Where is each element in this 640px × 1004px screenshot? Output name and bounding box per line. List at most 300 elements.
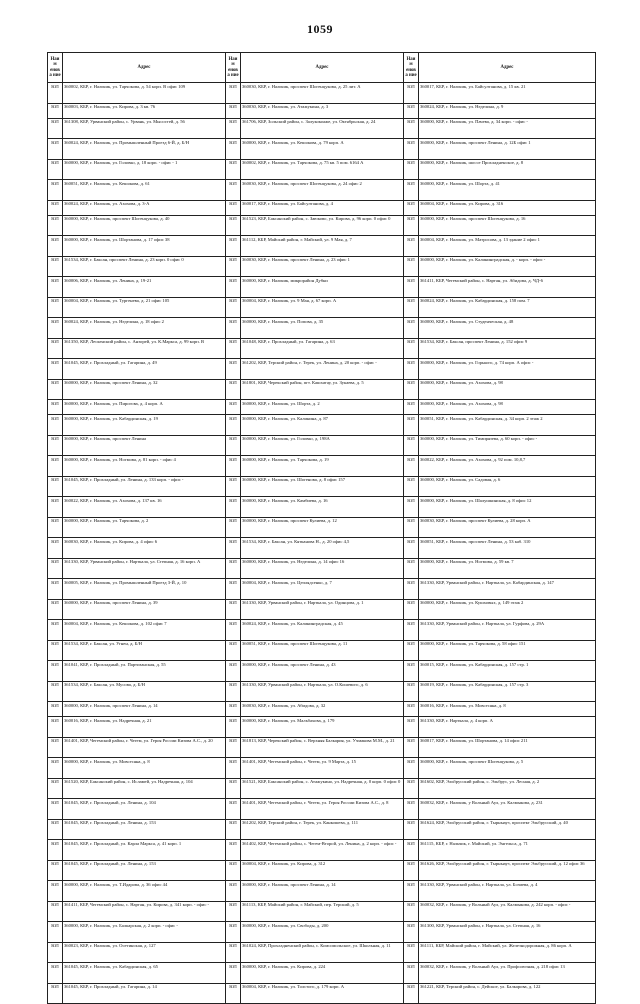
address-cell: 360000, КБР, г. Нальчик, проспект Шогенцукова, д. 5 xyxy=(419,758,596,779)
address-cell: 360003, КБР, г. Нальчик, ул. Кирова, д. 3 кв. 76 xyxy=(63,103,226,118)
entity-type-cell: ЮЛ xyxy=(404,558,419,579)
address-cell: 360000, КБР, г. Нальчик, ул. Камбиева, д. 16 xyxy=(241,497,404,518)
address-cell: 360032, КБР, г. Нальчик, у Вольный Аул, ул. Калмыкова, д. 231 xyxy=(419,799,596,820)
entity-type-cell: ЮЛ xyxy=(226,620,241,641)
entity-type-cell: ЮЛ xyxy=(226,558,241,579)
entity-type-cell: ЮЛ xyxy=(404,702,419,717)
entity-type-cell: ЮЛ xyxy=(226,400,241,415)
entity-type-cell: ЮЛ xyxy=(48,359,63,380)
address-cell: 361330, КБР, г. Нарткала, д. 4 корп. А xyxy=(419,717,596,738)
entity-type-cell: ЮЛ xyxy=(226,236,241,257)
entity-type-cell: ЮЛ xyxy=(226,159,241,180)
entity-type-cell: ЮЛ xyxy=(226,778,241,799)
entity-type-cell: ЮЛ xyxy=(226,379,241,400)
entity-type-cell: ЮЛ xyxy=(226,139,241,160)
entity-type-cell: ЮЛ xyxy=(48,338,63,359)
entity-type-cell: ЮЛ xyxy=(404,338,419,359)
table-row xyxy=(48,400,596,415)
page-number: 1059 xyxy=(307,22,333,36)
entity-type-cell: ЮЛ xyxy=(404,297,419,318)
entity-type-cell: ЮЛ xyxy=(404,538,419,559)
entity-type-cell: ЮЛ xyxy=(48,118,63,139)
address-cell: 360004, КБР, г. Нальчик, ул. Толстого, д. 179 корп. А xyxy=(241,983,404,1004)
address-cell: 360051, КБР, г. Нальчик, проспект Шогенцукова, д. 11 xyxy=(241,640,404,661)
entity-type-cell: ЮЛ xyxy=(48,83,63,104)
entity-type-cell: ЮЛ xyxy=(404,318,419,339)
address-cell: 361113, КБР, Майский район, г. Майский, пер. Терский, д. 5 xyxy=(241,901,404,922)
table-row xyxy=(48,963,596,984)
address-cell: 360000, КБР, г. Нальчик, проспект Ленина, д. 14 xyxy=(63,702,226,717)
entity-type-cell: ЮЛ xyxy=(404,620,419,641)
address-cell: 360000, КБР, г. Нальчик, проспект Ленина, д. 12Б офис 1 xyxy=(419,139,596,160)
address-cell: 360030, КБР, г. Нальчик, проспект Шогенцукова, д. 24 офис 2 xyxy=(241,180,404,201)
entity-type-cell: ЮЛ xyxy=(226,661,241,682)
address-cell: 360000, КБР, г. Нальчик, ул. Шогенова, д. 8 офис 157 xyxy=(241,476,404,497)
entity-type-cell: ЮЛ xyxy=(48,620,63,641)
address-cell: 361401, КБР, Чегемский район, г. Чегем, ул. Героя России Кизова А.С., д. 8 xyxy=(241,799,404,820)
address-cell: 361045, КБР, г. Прохладный, ул. Гагарина, д. 14 xyxy=(63,983,226,1004)
table-row xyxy=(48,983,596,1004)
address-cell: 360000, КБР, г. Нальчик, ул. Мовсесяна, д. 8 xyxy=(63,758,226,779)
entity-type-cell: ЮЛ xyxy=(226,901,241,922)
entity-type-cell: ЮЛ xyxy=(48,180,63,201)
address-cell: 360017, КБР, г. Нальчик, ул. Байсултанова, д. 15 кв. 21 xyxy=(419,83,596,104)
entity-type-cell: ЮЛ xyxy=(48,159,63,180)
address-cell: 361350, КБР, Лескенский район, с. Анзорей, ул. К.Маркса, д. 99 корп. В xyxy=(63,338,226,359)
table-row xyxy=(48,415,596,436)
entity-type-cell: ЮЛ xyxy=(48,297,63,318)
address-cell: 360002, КБР, г. Нальчик, ул. Тарчокова, д. 54 корп. В офис 109 xyxy=(63,83,226,104)
address-cell: 360019, КБР, г. Нальчик, ул. Кабардинская, д. 157 стр. 3 xyxy=(419,681,596,702)
entity-type-cell: ЮЛ xyxy=(404,359,419,380)
entity-type-cell: ЮЛ xyxy=(48,456,63,477)
entity-type-cell: ЮЛ xyxy=(404,717,419,738)
entity-type-cell: ЮЛ xyxy=(48,963,63,984)
table-row xyxy=(48,456,596,477)
entity-type-cell: ЮЛ xyxy=(48,497,63,518)
address-cell: 360022, КБР, г. Нальчик, ул. Ахохова, д. 137 кв. 16 xyxy=(63,497,226,518)
address-cell: 361534, КБР, г. Баксан, ул. Кятканова Н., д. 20 офис 4,5 xyxy=(241,538,404,559)
address-cell: 360000, КБР, г. Нальчик, проспект Ленина, д. 39 xyxy=(63,599,226,620)
address-cell: 360000, КБР, г. Нальчик, ул. Тимирязева, д. 60 корп. - офис - xyxy=(419,435,596,456)
entity-type-cell: ЮЛ xyxy=(226,118,241,139)
entity-type-cell: ЮЛ xyxy=(404,778,419,799)
header-address-1: Адрес xyxy=(63,53,226,83)
table-row xyxy=(48,236,596,257)
header-type-3: Наим енова ние xyxy=(404,53,419,83)
entity-type-cell: ЮЛ xyxy=(404,200,419,215)
address-cell: 360030, КБР, г. Нальчик, ул. Абидова, д. 32 xyxy=(241,702,404,717)
entity-type-cell: ЮЛ xyxy=(404,83,419,104)
table-row xyxy=(48,476,596,497)
address-cell: 360000, КБР, г. Нальчик, проспект Ленина xyxy=(63,435,226,456)
address-cell: 361202, КБР, Терский район, г. Терек, ул. Канкошева, д. 111 xyxy=(241,819,404,840)
address-cell: 360017, КБР, г. Нальчик, ул. Шортанова, д. 14 офис 211 xyxy=(419,737,596,758)
address-cell: 360000, КБР, г. Нальчик, ул. Калининградская, д. - корп. - офис - xyxy=(419,256,596,277)
entity-type-cell: ЮЛ xyxy=(48,236,63,257)
table-row xyxy=(48,159,596,180)
address-cell: 360000, КБР, г. Нальчик, ул. Тарчокова, д. 19 xyxy=(241,456,404,477)
entity-type-cell: ЮЛ xyxy=(48,758,63,779)
entity-type-cell: ЮЛ xyxy=(48,400,63,415)
table-row xyxy=(48,379,596,400)
address-cell: 360017, КБР, г. Нальчик, ул. Байсултанова, д. 4 xyxy=(241,200,404,215)
entity-type-cell: ЮЛ xyxy=(226,456,241,477)
table-row xyxy=(48,881,596,902)
address-cell: 361330, КБР, Урванский район, г. Нарткала, ул. Гурфова, д. 29А xyxy=(419,620,596,641)
entity-type-cell: ЮЛ xyxy=(48,139,63,160)
entity-type-cell: ЮЛ xyxy=(226,415,241,436)
entity-type-cell: ЮЛ xyxy=(48,702,63,717)
address-cell: 360004, КБР, г. Нальчик, ул. Тургенева, д. 21 офис 105 xyxy=(63,297,226,318)
entity-type-cell: ЮЛ xyxy=(48,799,63,820)
entity-type-cell: ЮЛ xyxy=(404,103,419,118)
address-cell: 361330, КБР, Урванский район, г. Нарткала, ул. Кабардинская, д. 147 xyxy=(419,579,596,600)
table-row xyxy=(48,579,596,600)
entity-type-cell: ЮЛ xyxy=(48,737,63,758)
address-cell: 361308, КБР, Урванский район, с. Урвань, ул. Мысостей, д. 56 xyxy=(63,118,226,139)
table-row xyxy=(48,277,596,298)
table-row xyxy=(48,778,596,799)
entity-type-cell: ЮЛ xyxy=(226,681,241,702)
address-cell: 361115, КБР, г. Нальчик, г. Майский, ул. Энгельса, д. 71 xyxy=(419,840,596,861)
address-cell: 360016, КБР, г. Нальчик, ул. Мовсесяна, д. 8 xyxy=(419,702,596,717)
entity-type-cell: ЮЛ xyxy=(226,599,241,620)
table-row xyxy=(48,922,596,943)
address-cell: 360004, КБР, г. Нальчик, ул. Кирова, д. 312 xyxy=(241,860,404,881)
entity-type-cell: ЮЛ xyxy=(404,758,419,779)
address-cell: 360051, КБР, г. Нальчик, проспект Ленина, д. 53 каб. 310 xyxy=(419,538,596,559)
entity-type-cell: ЮЛ xyxy=(404,819,419,840)
entity-type-cell: ЮЛ xyxy=(226,200,241,215)
address-cell: 361041, КБР, г. Прохладный, ул. Партизанская, д. 55 xyxy=(63,661,226,682)
address-cell: 361626, КБР, Эльбрусский район, г. Тырныауз, проспект Эльбрусский, д. 12 офис 36 xyxy=(419,860,596,881)
address-cell: 360024, КБР, г. Нальчик, ул. Кабардинская, д. 158 пом. 7 xyxy=(419,297,596,318)
address-cell: 360006, КБР, г. Нальчик, ул. Ленина, д. 19-21 xyxy=(63,277,226,298)
address-cell: 360023, КБР, г. Нальчик, ул. Осетинская, д. 127 xyxy=(63,942,226,963)
table-row xyxy=(48,901,596,922)
table-row xyxy=(48,640,596,661)
address-cell: 360000, КБР, г. Нальчик, проспект Кулиева, д. 12 xyxy=(241,517,404,538)
entity-type-cell: ЮЛ xyxy=(404,215,419,236)
table-row xyxy=(48,799,596,820)
header-address-3: Адрес xyxy=(419,53,596,83)
address-cell: 360000, КБР, г. Нальчик, ул. Попова, д. 35 xyxy=(241,318,404,339)
address-cell: 361801, КБР, Черекский район, пгт. Кашхатау, ул. Зукаева, д. 5 xyxy=(241,379,404,400)
address-cell: 361024, КБР, Прохладненский район, с. Комсомольское, ул. Школьная, д. 11 xyxy=(241,942,404,963)
entity-type-cell: ЮЛ xyxy=(404,661,419,682)
address-cell: 361045, КБР, г. Прохладный, ул. Ленина, д. 153 xyxy=(63,860,226,881)
entity-type-cell: ЮЛ xyxy=(48,103,63,118)
entity-type-cell: ЮЛ xyxy=(226,819,241,840)
address-cell: 360051, КБР, г. Нальчик, ул. Кешокова, д. 61 xyxy=(63,180,226,201)
address-cell: 360000, КБР, г. Нальчик, ул. Садовая, д. 6 xyxy=(419,476,596,497)
entity-type-cell: ЮЛ xyxy=(404,476,419,497)
address-cell: 360030, КБР, г. Нальчик, ул. Кирова, д. 4 офис 6 xyxy=(63,538,226,559)
address-cell: 361045, КБР, г. Прохладный, ул. Гагарина, д. 49 xyxy=(63,359,226,380)
entity-type-cell: ЮЛ xyxy=(226,256,241,277)
entity-type-cell: ЮЛ xyxy=(226,497,241,518)
entity-type-cell: ЮЛ xyxy=(404,456,419,477)
address-cell: 360000, КБР, г. Нальчик, ул. Кабардинская, д. 19 xyxy=(63,415,226,436)
entity-type-cell: ЮЛ xyxy=(404,415,419,436)
entity-type-cell: ЮЛ xyxy=(48,819,63,840)
address-cell: 361330, КБР, Урванский район, г. Нарткала, ул. Бозиева, д. 4 xyxy=(419,881,596,902)
entity-type-cell: ЮЛ xyxy=(48,840,63,861)
address-cell: 361111, КБР, Майский район, г. Майский, ул. Железнодорожная, д. 86 корп. А xyxy=(419,942,596,963)
entity-type-cell: ЮЛ xyxy=(404,881,419,902)
table-body xyxy=(48,83,596,1004)
entity-type-cell: ЮЛ xyxy=(48,599,63,620)
entity-type-cell: ЮЛ xyxy=(226,922,241,943)
address-cell: 360000, КБР, г. Нальчик, проспект Ленина, д. 32 xyxy=(63,379,226,400)
entity-type-cell: ЮЛ xyxy=(226,180,241,201)
entity-type-cell: ЮЛ xyxy=(404,942,419,963)
header-type-1: Наим енова ние xyxy=(48,53,63,83)
address-table xyxy=(47,52,596,1004)
address-cell: 360030, КБР, г. Нальчик, проспект Кулиева, д. 28 корп. А xyxy=(419,517,596,538)
address-cell: 361330, КБР, Урванский район, г. Нарткала, ул. Одинцова, д. 1 xyxy=(241,599,404,620)
entity-type-cell: ЮЛ xyxy=(404,236,419,257)
entity-type-cell: ЮЛ xyxy=(48,435,63,456)
address-cell: 360000, КБР, г. Нальчик, проспект Ленина, д. 14 xyxy=(241,881,404,902)
address-cell: 360024, КБР, г. Нальчик, ул. Ахохова, д. 3-А xyxy=(63,200,226,215)
address-cell: 360000, КБР, г. Нальчик, ул. Кушховых, д. 149 этаж 2 xyxy=(419,599,596,620)
entity-type-cell: ЮЛ xyxy=(48,922,63,943)
address-cell: 361402, КБР, Чегемский район, с. Чегем-Второй, ул. Ленина, д. 2 корп. - офис - xyxy=(241,840,404,861)
address-cell: 361045, КБР, г. Прохладный, ул. Ленина, д. 104 xyxy=(63,799,226,820)
entity-type-cell: ЮЛ xyxy=(48,860,63,881)
address-cell: 361411, КБР, Чегемский район, с. Нартан, ул. Абидова, д. ЧД-6 xyxy=(419,277,596,298)
address-cell: 361045, КБР, г. Прохладный, ул. Карла Маркса, д. 41 корп. 1 xyxy=(63,840,226,861)
entity-type-cell: ЮЛ xyxy=(226,840,241,861)
address-cell: 360000, КБР, г. Нальчик, ул. Горького, д. 74 корп. А офис - xyxy=(419,359,596,380)
address-cell: 360000, КБР, г. Нальчик, ул. Кирова, д. 224 xyxy=(241,963,404,984)
table-row xyxy=(48,538,596,559)
table-row xyxy=(48,517,596,538)
address-cell: 360000, КБР, г. Нальчик, ул. Балкарская, д. 2 корп. - офис - xyxy=(63,922,226,943)
table-row xyxy=(48,318,596,339)
entity-type-cell: ЮЛ xyxy=(48,901,63,922)
address-cell: 360004, КБР, г. Нальчик, ул. Кирова, д. 316 xyxy=(419,200,596,215)
table-row xyxy=(48,599,596,620)
address-cell: 360000, КБР, г. Нальчик, ул. Кешокова, д. 79 корп. А xyxy=(241,139,404,160)
address-cell: 361813, КБР, Черекский район, с. Верхняя Балкария, ул. Учмакова М.М., д. 21 xyxy=(241,737,404,758)
table-row xyxy=(48,200,596,215)
table-row xyxy=(48,702,596,717)
entity-type-cell: ЮЛ xyxy=(404,901,419,922)
address-cell: 360000, КБР, г. Нальчик, ул. Ногмова, д. 81 корп. - офис 4 xyxy=(63,456,226,477)
address-cell: 361045, КБР, г. Прохладный, ул. Ленина, д. 153 xyxy=(63,819,226,840)
entity-type-cell: ЮЛ xyxy=(48,661,63,682)
entity-type-cell: ЮЛ xyxy=(404,640,419,661)
address-cell: 360005, КБР, г. Нальчик, ул. Промышленный Проезд 3-Й, д. 10 xyxy=(63,579,226,600)
address-cell: 360000, КБР, г. Нальчик, ул. Студенческая, д. 48 xyxy=(419,318,596,339)
address-cell: 361521, КБР, Баксанский район, с. Атажукино, ул. Надречная, д. 0 корп. 0 офис 0 xyxy=(241,778,404,799)
address-cell: 360000, КБР, г. Нальчик, ул. Ногмова, д. 59 кв. 7 xyxy=(419,558,596,579)
entity-type-cell: ЮЛ xyxy=(226,435,241,456)
address-cell: 360000, КБР, г. Нальчик, ул. Головко, д. 198А xyxy=(241,435,404,456)
entity-type-cell: ЮЛ xyxy=(226,737,241,758)
address-cell: 360000, КБР, г. Нальчик, ул. Пирогова, д. 4 корп. А xyxy=(63,400,226,415)
table-row xyxy=(48,620,596,641)
address-table-sheet xyxy=(47,52,595,1004)
entity-type-cell: ЮЛ xyxy=(404,180,419,201)
entity-type-cell: ЮЛ xyxy=(226,338,241,359)
address-cell: 360024, КБР, г. Нальчик, ул. Промышленный Проезд 6-Й, д. Б/Н xyxy=(63,139,226,160)
entity-type-cell: ЮЛ xyxy=(48,558,63,579)
address-cell: 360030, КБР, г. Нальчик, ул. Атажукина, д. 3 xyxy=(241,103,404,118)
table-row xyxy=(48,297,596,318)
entity-type-cell: ЮЛ xyxy=(404,681,419,702)
address-cell: 360000, КБР, г. Нальчик, ул. Шортанова, д. 17 офис 38 xyxy=(63,236,226,257)
entity-type-cell: ЮЛ xyxy=(48,538,63,559)
address-cell: 361048, КБР, г. Прохладный, ул. Гагарина, д. 63 xyxy=(241,338,404,359)
table-row xyxy=(48,435,596,456)
address-cell: 361523, КБР, Баксанский район, с. Заюково, ул. Кирова, д. 96 корп. 0 офис 0 xyxy=(241,215,404,236)
entity-type-cell: ЮЛ xyxy=(226,318,241,339)
entity-type-cell: ЮЛ xyxy=(48,476,63,497)
entity-type-cell: ЮЛ xyxy=(404,497,419,518)
table-row xyxy=(48,83,596,104)
entity-type-cell: ЮЛ xyxy=(48,200,63,215)
table-row xyxy=(48,118,596,139)
table-row xyxy=(48,942,596,963)
table-row xyxy=(48,139,596,160)
address-cell: 361624, КБР, Эльбрусский район, г. Тырныауз, проспект Эльбрусский, д. 40 xyxy=(419,819,596,840)
header-address-2: Адрес xyxy=(241,53,404,83)
address-cell: 360004, КБР, г. Нальчик, ул. Кешокова, д. 102 офис 7 xyxy=(63,620,226,641)
header-type-2: Наим енова ние xyxy=(226,53,241,83)
table-row xyxy=(48,737,596,758)
address-cell: 360004, КБР, г. Нальчик, ул. Матросова, д. 13 здание 2 офис 1 xyxy=(419,236,596,257)
entity-type-cell: ЮЛ xyxy=(48,256,63,277)
address-cell: 360032, КБР, г. Нальчик, у Вольный Аул, ул. Профсоюзная, д. 218 офис 13 xyxy=(419,963,596,984)
address-cell: 361401, КБР, Чегемский район, г. Чегем, ул. Героя России Кизова А.С., д. 20 xyxy=(63,737,226,758)
table-row xyxy=(48,758,596,779)
address-cell: 361534, КБР, г. Баксан, проспект Ленина, д. 152 офис 9 xyxy=(419,338,596,359)
table-row xyxy=(48,717,596,738)
entity-type-cell: ЮЛ xyxy=(226,103,241,118)
entity-type-cell: ЮЛ xyxy=(48,579,63,600)
entity-type-cell: ЮЛ xyxy=(48,640,63,661)
address-cell: 360004, КБР, г. Нальчик, ул. Цеплядсенко, д. 7 xyxy=(241,579,404,600)
table-row xyxy=(48,180,596,201)
table-row xyxy=(48,819,596,840)
address-cell: 360000, КБР, г. Нальчик, ул. Шорта, д. 2 xyxy=(241,400,404,415)
entity-type-cell: ЮЛ xyxy=(404,737,419,758)
address-cell: 361112, КБР, Майский район, г. Майский, ул. 9 Мая, д. 7 xyxy=(241,236,404,257)
entity-type-cell: ЮЛ xyxy=(226,983,241,1004)
address-cell: 360000, КБР, г. Нальчик, шоссе Прохладненское, д. 8 xyxy=(419,159,596,180)
address-cell: 361330, КБР, Урванский район, г. Нарткала, ул. Степная, д. 16 корп. А xyxy=(63,558,226,579)
address-cell: 361534, КБР, г. Баксан, ул. Угнен, д. Б/Н xyxy=(63,640,226,661)
address-cell: 360000, КБР, г. Нальчик, ул. Мальбахова, д. 179 xyxy=(241,717,404,738)
entity-type-cell: ЮЛ xyxy=(226,538,241,559)
entity-type-cell: ЮЛ xyxy=(226,942,241,963)
entity-type-cell: ЮЛ xyxy=(226,963,241,984)
entity-type-cell: ЮЛ xyxy=(404,517,419,538)
entity-type-cell: ЮЛ xyxy=(404,139,419,160)
address-cell: 360000, КБР, г. Нальчик, ул. Ахохова, д. 98 xyxy=(419,379,596,400)
address-cell: 360002, КБР, г. Нальчик, ул. Тарчокова, д. 75 кв. 5 пом. 6164 А xyxy=(241,159,404,180)
entity-type-cell: ЮЛ xyxy=(226,702,241,717)
table-row xyxy=(48,558,596,579)
entity-type-cell: ЮЛ xyxy=(48,517,63,538)
entity-type-cell: ЮЛ xyxy=(226,579,241,600)
address-cell: 360000, КБР, г. Нальчик, проспект Шогенцукова, д. 40 xyxy=(63,215,226,236)
entity-type-cell: ЮЛ xyxy=(48,881,63,902)
entity-type-cell: ЮЛ xyxy=(226,277,241,298)
table-row xyxy=(48,840,596,861)
address-cell: 360000, КБР, г. Нальчик, ул. Т.Идарова, д. 36 офис 44 xyxy=(63,881,226,902)
address-cell: 360000, КБР, г. Нальчик, ул. Головко, д. 18 корп. - офис - 1 xyxy=(63,159,226,180)
address-cell: 360000, КБР, г. Нальчик, ул. Неделина, д. 14 офис 16 xyxy=(241,558,404,579)
address-cell: 360000, КБР, г. Нальчик, ул. Пачева, д. 34 корп. - офис - xyxy=(419,118,596,139)
address-cell: 360030, КБР, г. Нальчик, проспект Шогенцукова, д. 25 лит. А xyxy=(241,83,404,104)
entity-type-cell: ЮЛ xyxy=(48,983,63,1004)
entity-type-cell: ЮЛ xyxy=(48,215,63,236)
entity-type-cell: ЮЛ xyxy=(48,415,63,436)
entity-type-cell: ЮЛ xyxy=(404,159,419,180)
entity-type-cell: ЮЛ xyxy=(48,318,63,339)
entity-type-cell: ЮЛ xyxy=(404,118,419,139)
entity-type-cell: ЮЛ xyxy=(226,359,241,380)
entity-type-cell: ЮЛ xyxy=(48,681,63,702)
entity-type-cell: ЮЛ xyxy=(404,599,419,620)
address-cell: 361534, КБР, г. Баксан, проспект Ленина, д. 23 корп. 0 офис 0 xyxy=(63,256,226,277)
address-cell: 360000, КБР, г. Нальчик, ул. Шорта, д. 41 xyxy=(419,180,596,201)
address-cell: 360000, КБР, г. Нальчик, проспект Шогенцукова, д. 16 xyxy=(419,215,596,236)
table-row xyxy=(48,338,596,359)
address-cell: 361221, КБР, Терский район, с. Дейское, ул. Балкарова, д. 122 xyxy=(419,983,596,1004)
address-cell: 360000, КБР, г. Нальчик, микрорайон Дубки xyxy=(241,277,404,298)
entity-type-cell: ЮЛ xyxy=(404,922,419,943)
entity-type-cell: ЮЛ xyxy=(404,579,419,600)
address-cell: 360015, КБР, г. Нальчик, ул. Кабардинская, д. 157 стр. 1 xyxy=(419,661,596,682)
table-row xyxy=(48,681,596,702)
entity-type-cell: ЮЛ xyxy=(404,277,419,298)
address-cell: 360000, КБР, г. Нальчик, ул. Ахохова, д. 98 xyxy=(419,400,596,415)
address-cell: 360000, КБР, г. Нальчик, ул. Тарчокова, д. 2 xyxy=(63,517,226,538)
table-row xyxy=(48,497,596,518)
address-cell: 361300, КБР, Урванский район, г. Нарткала, ул. Степная, д. 16 xyxy=(419,922,596,943)
entity-type-cell: ЮЛ xyxy=(404,860,419,881)
table-row xyxy=(48,359,596,380)
entity-type-cell: ЮЛ xyxy=(48,717,63,738)
address-cell: 361045, КБР, г. Прохладный, ул. Ленина, д. 133 корп. - офис - xyxy=(63,476,226,497)
address-cell: 361045, КБР, г. Нальчик, ул. Кабардинская, д. 65 xyxy=(63,963,226,984)
address-cell: 360016, КБР, г. Нальчик, ул. Надречная, д. 21 xyxy=(63,717,226,738)
entity-type-cell: ЮЛ xyxy=(404,983,419,1004)
address-cell: 361534, КБР, г. Баксан, ул. Мусова, д. Б/Н xyxy=(63,681,226,702)
address-cell: 361202, КБР, Терский район, г. Терек, ул. Ленина, д. 20 корп. - офис - xyxy=(241,359,404,380)
address-cell: 360000, КБР, г. Нальчик, ул. Шалушкинская, д. 8 офис 12 xyxy=(419,497,596,518)
address-cell: 360004, КБР, г. Нальчик, ул. 9 Мая, д. 67 корп. А xyxy=(241,297,404,318)
entity-type-cell: ЮЛ xyxy=(48,277,63,298)
entity-type-cell: ЮЛ xyxy=(48,379,63,400)
table-header-row xyxy=(48,53,596,83)
entity-type-cell: ЮЛ xyxy=(404,379,419,400)
address-cell: 360022, КБР, г. Нальчик, ул. Ахохова, д. 92 пом. 10,8,7 xyxy=(419,456,596,477)
table-row xyxy=(48,661,596,682)
address-cell: 360024, КБР, г. Нальчик, ул. Неделина, д. 18 офис 2 xyxy=(63,318,226,339)
entity-type-cell: ЮЛ xyxy=(226,640,241,661)
entity-type-cell: ЮЛ xyxy=(404,963,419,984)
address-cell: 361401, КБР, Чегемский район, г. Чегем, ул. 9 Марта, д. 15 xyxy=(241,758,404,779)
entity-type-cell: ЮЛ xyxy=(226,799,241,820)
address-cell: 361411, КБР, Чегемский район, с. Нартан, ул. Кирова, д. 341 корп. - офис - xyxy=(63,901,226,922)
